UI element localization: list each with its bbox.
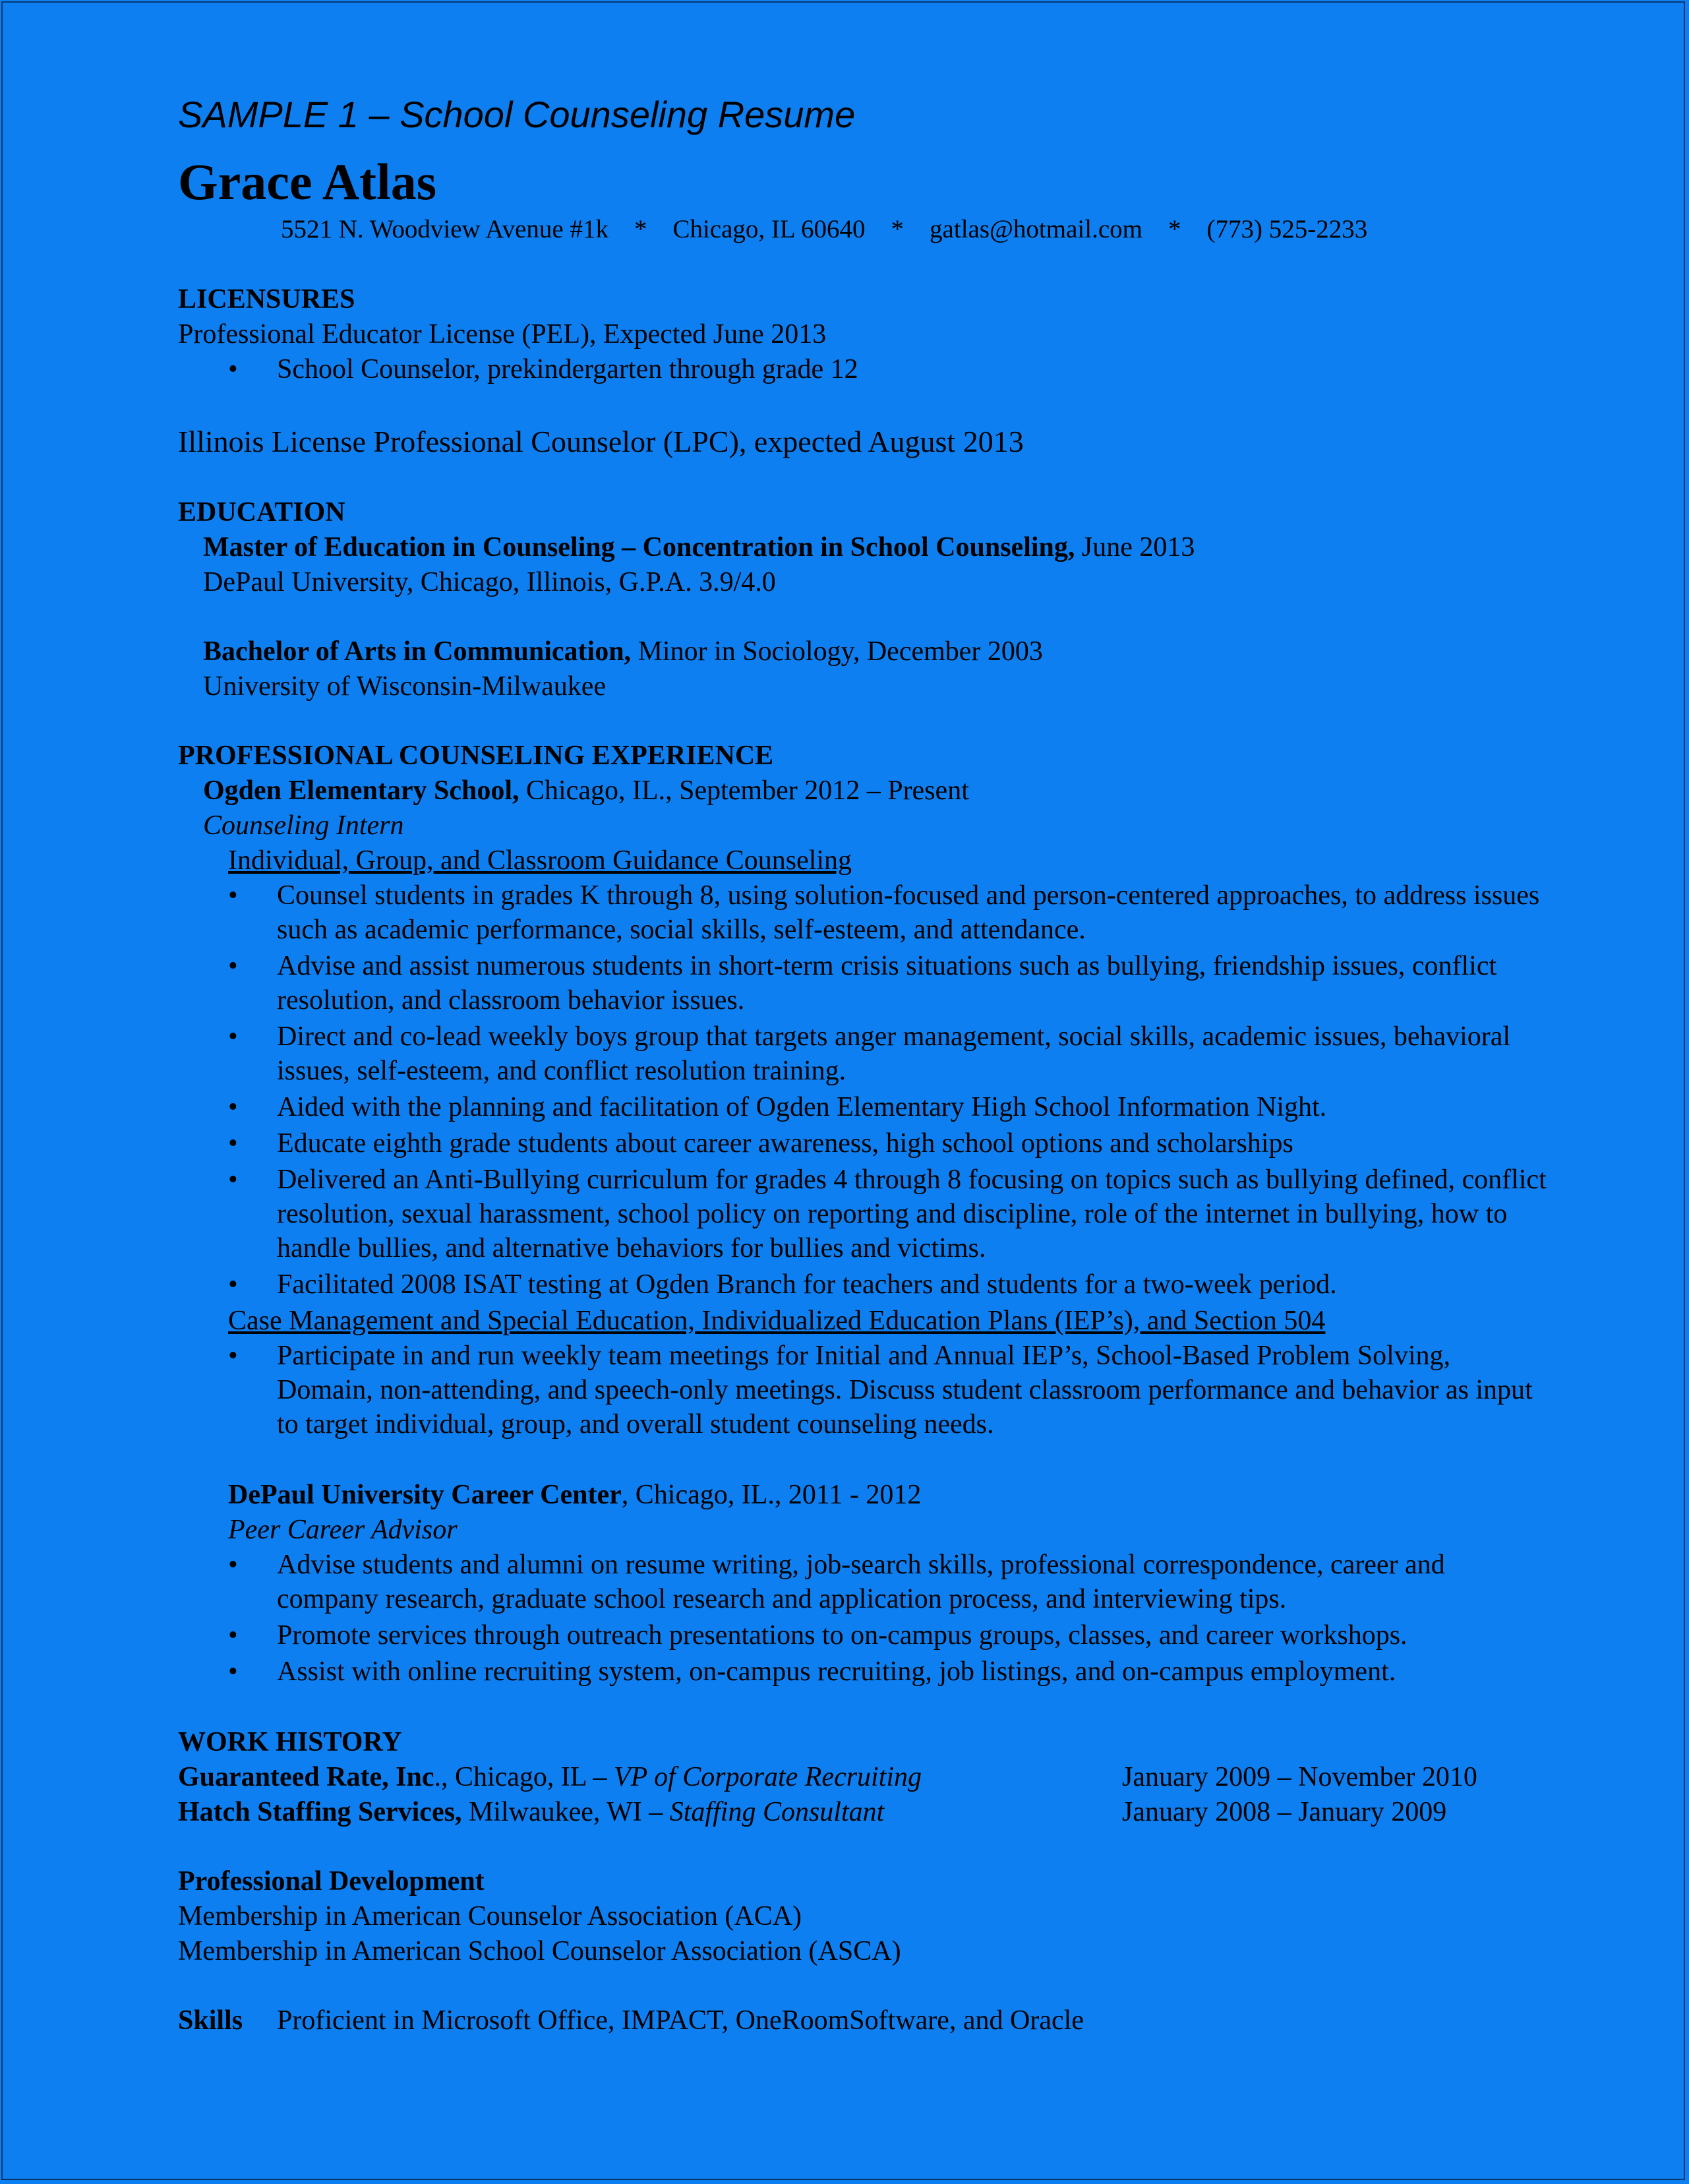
contact-address: 5521 N. Woodview Avenue #1k	[281, 215, 608, 243]
list-item: • Participate in and run weekly team meetings for Initial and Annual IEP’s, School-Based Problem Solving, Domain, non-attending, and speech-only meetings. Discuss student classroom performance and behavior as input to target individual, group, and overall student counseling needs.	[277, 1339, 1549, 1441]
degree-masters-title: Master of Education in Counseling – Concentration in School Counseling,	[203, 532, 1075, 562]
job-depaul-detail: , Chicago, IL., 2011 - 2012	[621, 1480, 922, 1510]
membership-item: Membership in American School Counselor Association (ASCA)	[178, 1936, 901, 1966]
job-ogden-subheading-case: Case Management and Special Education, Individualized Education Plans (IEP’s), and Section 504	[228, 1306, 1326, 1336]
work-dates: January 2008 – January 2009	[1122, 1797, 1447, 1827]
list-item: • Facilitated 2008 ISAT testing at Ogden Branch for teachers and students for a two-week period.	[277, 1267, 1549, 1302]
work-title: Staffing Consultant	[669, 1797, 885, 1827]
work-history-heading: WORK HISTORY	[178, 1727, 402, 1757]
work-org: Hatch Staffing Services,	[178, 1797, 462, 1827]
work-title: VP of Corporate Recruiting	[614, 1762, 922, 1792]
education-heading: EDUCATION	[178, 497, 345, 528]
degree-bachelors	[178, 634, 1549, 669]
degree-masters-school: DePaul University, Chicago, Illinois, G.P.A. 3.9/4.0	[203, 567, 776, 597]
list-item: • Delivered an Anti-Bullying curriculum for grades 4 through 8 focusing on topics such as bullying defined, conflict resolution, sexual harassment, school policy on reporting and discipline, role of the internet in bullying, how to handle bullies, and alternative behaviors for bullies and victims.	[277, 1163, 1549, 1265]
experience-heading: PROFESSIONAL COUNSELING EXPERIENCE	[178, 741, 774, 771]
degree-masters	[178, 530, 1549, 565]
skills-text: Proficient in Microsoft Office, IMPACT, OneRoomSoftware, and Oracle	[277, 2005, 1084, 2036]
work-history-entry	[178, 1760, 1122, 1795]
license-pel: Professional Educator License (PEL), Expected June 2013	[178, 319, 827, 349]
license-lpc: Illinois License Professional Counselor (LPC), expected August 2013	[178, 425, 1024, 458]
list-item: • Aided with the planning and facilitation of Ogden Elementary High School Information Night.	[277, 1090, 1549, 1124]
skills-label: Skills	[178, 2005, 243, 2036]
job-ogden-detail: Chicago, IL., September 2012 – Present	[519, 775, 969, 806]
resume-document	[178, 83, 1549, 2038]
degree-bachelors-detail: Minor in Sociology, December 2003	[631, 636, 1043, 667]
degree-bachelors-school: University of Wisconsin-Milwaukee	[203, 671, 607, 702]
work-history-row	[178, 1760, 1549, 1795]
work-org: Guaranteed Rate, Inc	[178, 1762, 434, 1792]
job-ogden	[178, 774, 1549, 808]
degree-bachelors-title: Bachelor of Arts in Communication,	[203, 636, 632, 667]
licensures-heading: LICENSURES	[178, 284, 355, 315]
work-history-entry	[178, 1795, 1122, 1830]
contact-separator: *	[891, 215, 904, 243]
list-item: • School Counselor, prekindergarten through grade 12	[277, 352, 1549, 386]
job-ogden-title	[178, 808, 1549, 843]
professional-development-heading: Professional Development	[178, 1866, 485, 1896]
contact-line	[178, 211, 1549, 248]
list-item: • Advise students and alumni on resume writing, job-search skills, professional correspondence, career and company research, graduate school research and application process, and interviewing tips.	[277, 1548, 1549, 1616]
candidate-name: Grace Atlas	[178, 153, 437, 210]
work-location: ., Chicago, IL –	[434, 1762, 614, 1792]
job-depaul-bullets	[178, 1548, 1549, 1689]
membership-item: Membership in American Counselor Association (ACA)	[178, 1901, 802, 1931]
contact-separator: *	[1168, 215, 1181, 243]
sample-title: SAMPLE 1 – School Counseling Resume	[178, 94, 856, 135]
job-depaul-org: DePaul University Career Center	[228, 1480, 622, 1510]
job-ogden-subheading-guidance: Individual, Group, and Classroom Guidance Counseling	[228, 845, 852, 876]
contact-separator: *	[634, 215, 647, 243]
skills-row	[178, 2003, 1549, 2038]
list-item: • Counsel students in grades K through 8, using solution-focused and person-centered approaches, to address issues such as academic performance, social skills, self-esteem, and attendance.	[277, 878, 1549, 947]
work-history-row	[178, 1795, 1549, 1830]
job-depaul-title	[178, 1513, 1549, 1548]
license-pel-list	[178, 352, 1549, 386]
contact-city: Chicago, IL 60640	[672, 215, 866, 243]
contact-email: gatlas@hotmail.com	[930, 215, 1142, 243]
degree-masters-date: June 2013	[1075, 532, 1195, 562]
job-title: Counseling Intern	[203, 810, 404, 841]
work-dates: January 2009 – November 2010	[1122, 1762, 1477, 1792]
job-ogden-org: Ogden Elementary School,	[203, 775, 519, 806]
job-depaul	[178, 1478, 1549, 1513]
job-ogden-bullets-case	[178, 1339, 1549, 1441]
list-item: • Advise and assist numerous students in short-term crisis situations such as bullying, friendship issues, conflict resolution, and classroom behavior issues.	[277, 949, 1549, 1017]
contact-phone: (773) 525-2233	[1206, 215, 1368, 243]
list-item: • Promote services through outreach presentations to on-campus groups, classes, and career workshops.	[277, 1618, 1549, 1653]
job-title: Peer Career Advisor	[228, 1515, 458, 1545]
list-item: • Educate eighth grade students about career awareness, high school options and scholarships	[277, 1126, 1549, 1161]
list-item: • Direct and co-lead weekly boys group that targets anger management, social skills, academic issues, behavioral issues, self-esteem, and conflict resolution training.	[277, 1019, 1549, 1088]
work-location: Milwaukee, WI –	[461, 1797, 670, 1827]
job-ogden-bullets-guidance	[178, 878, 1549, 1302]
list-item: • Assist with online recruiting system, on-campus recruiting, job listings, and on-campus employment.	[277, 1654, 1549, 1689]
